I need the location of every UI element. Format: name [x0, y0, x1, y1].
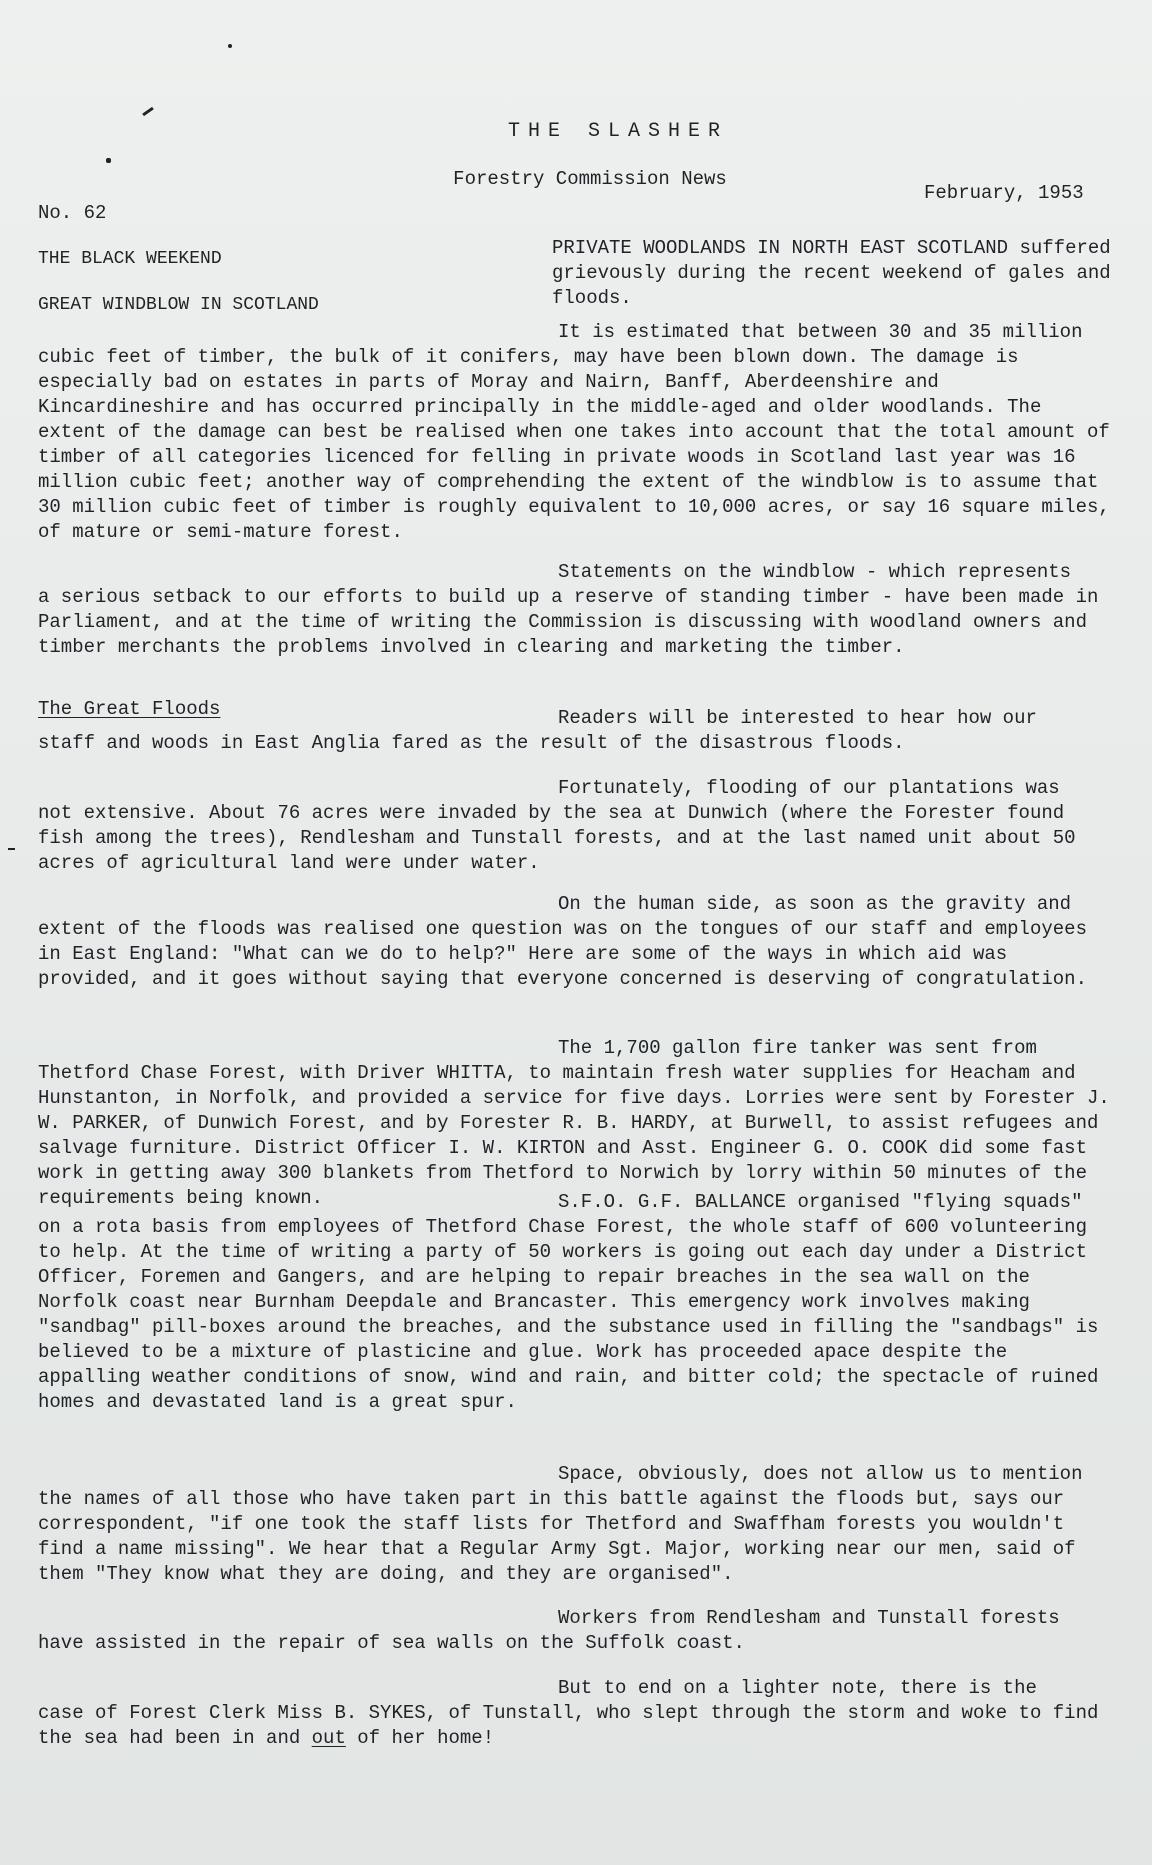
ink-speck [106, 158, 111, 163]
issue-number: No. 62 [38, 202, 107, 224]
article-paragraph [38, 560, 1118, 660]
paragraph-body-end: of her home! [345, 1727, 495, 1749]
paragraph-body: on a rota basis from employees of Thetford Chase Forest, the whole staff of 600 volunteering to help. At the time of writing a party of 50 workers is going out each day under a District Officer, Foremen and Gangers, and are helping to repair breaches in the sea wall on the Norfolk coast near Burnham Deepdale and Brancaster. This emergency work involves making "sandbag" pill-boxes around the breaches, and the substance used in filling the "sandbags" is believed to be a mixture of plasticine and glue. Work has proceeded apace despite the appalling weather conditions of snow, wind and rain, and bitter cold; the spectacle of ruined homes and devastated land is a great spur. [38, 1216, 1099, 1413]
paragraph-opening: Space, obviously, does not allow us to mention [558, 1463, 1083, 1485]
paragraph-body: staff and woods in East Anglia fared as the result of the disastrous floods. [38, 732, 905, 754]
article-paragraph [38, 320, 1118, 545]
paragraph-body: extent of the floods was realised one question was on the tongues of our staff and employees in East England: "What can we do to help?" Here are some of the ways in which aid was provided, and it goes without saying that everyone concerned is deserving of congratulation. [38, 918, 1087, 990]
section-heading-great-floods: The Great Floods [38, 698, 221, 720]
paragraph-body: case of Forest Clerk Miss B. SYKES, of Tunstall, who slept through the storm and woke to find the sea had been in and [38, 1702, 1099, 1749]
paragraph-opening: Readers will be interested to hear how our [558, 707, 1037, 729]
article-paragraph [38, 1036, 1118, 1211]
newsletter-subtitle: Forestry Commission News [453, 168, 727, 190]
paragraph-body: cubic feet of timber, the bulk of it conifers, may have been blown down. The damage is especially bad on estates in parts of Moray and Nairn, Banff, Aberdeenshire and Kincardineshire and has occurred principally in the middle-aged and older woodlands. The extent of the damage can best be realised when one takes into account that the total amount of timber of all categories licenced for felling in private woods in Scotland last year was 16 million cubic feet; another way of comprehending the extent of the windblow is to assume that 30 million cubic feet of timber is roughly equivalent to 10,000 acres, or say 16 square miles, of mature or semi-mature forest. [38, 346, 1110, 543]
paragraph-body: not extensive. About 76 acres were invaded by the sea at Dunwich (where the Forester found fish among the trees), Rendlesham and Tunstall forests, and at the last named unit about 50 acres of agricultural land were under water. [38, 802, 1076, 874]
article-paragraph [38, 1606, 1118, 1656]
issue-date: February, 1953 [924, 182, 1084, 204]
headline-great-windblow: GREAT WINDBLOW IN SCOTLAND [38, 295, 319, 315]
paragraph-body: a serious setback to our efforts to build up a reserve of standing timber - have been made in Parliament, and at the time of writing the Commission is discussing with woodland owners and timber merchants the problems involved in clearing and marketing the timber. [38, 586, 1099, 658]
article-paragraph [38, 892, 1118, 992]
paragraph-opening: Fortunately, flooding of our plantations was [558, 777, 1060, 799]
emphasized-word: out [311, 1727, 346, 1749]
paragraph-opening: Statements on the windblow - which represents [558, 561, 1072, 583]
paragraph-opening: S.F.O. G.F. BALLANCE organised "flying squads" [558, 1191, 1083, 1213]
paragraph-opening: On the human side, as soon as the gravity and [558, 893, 1072, 915]
article-paragraph [38, 776, 1118, 876]
article-paragraph [38, 1190, 1118, 1415]
paragraph-body: Thetford Chase Forest, with Driver WHITTA, to maintain fresh water supplies for Heacham and Hunstanton, in Norfolk, and provided a service for five days. Lorries were sent by Forester J. W. PARKER, of Dunwich Forest, and by Forester R. B. HARDY, at Burwell, to assist refugees and salvage furniture. District Officer I. W. KIRTON and Asst. Engineer G. O. COOK did some fast work in getting away 300 blankets from Thetford to Norwich by lorry within 50 minutes of the requirements being known. [38, 1062, 1110, 1209]
newsletter-title: THE SLASHER [507, 120, 729, 143]
lead-paragraph: PRIVATE WOODLANDS IN NORTH EAST SCOTLAND suffered grievously during the recent weekend of gales and floods. [552, 237, 1111, 309]
article-paragraph [38, 1462, 1118, 1587]
article-paragraph [38, 706, 1118, 756]
paragraph-opening: The 1,700 gallon fire tanker was sent from [558, 1037, 1037, 1059]
ink-speck [142, 107, 154, 116]
paragraph-body: have assisted in the repair of sea walls on the Suffolk coast. [38, 1632, 745, 1654]
article-paragraph-closing [38, 1676, 1118, 1751]
paragraph-body: the names of all those who have taken part in this battle against the floods but, says our correspondent, "if one took the staff lists for Thetford and Swaffham forests you wouldn't find a name missing". We hear that a Regular Army Sgt. Major, working near our men, said of them "They know what they are doing, and they are organised". [38, 1488, 1076, 1585]
paragraph-opening: It is estimated that between 30 and 35 million [558, 321, 1083, 343]
headline-black-weekend: THE BLACK WEEKEND [38, 249, 222, 269]
paragraph-opening: Workers from Rendlesham and Tunstall forests [558, 1607, 1060, 1629]
paragraph-opening: But to end on a lighter note, there is the [558, 1677, 1037, 1699]
ink-speck [228, 44, 232, 48]
ink-speck [8, 848, 15, 850]
